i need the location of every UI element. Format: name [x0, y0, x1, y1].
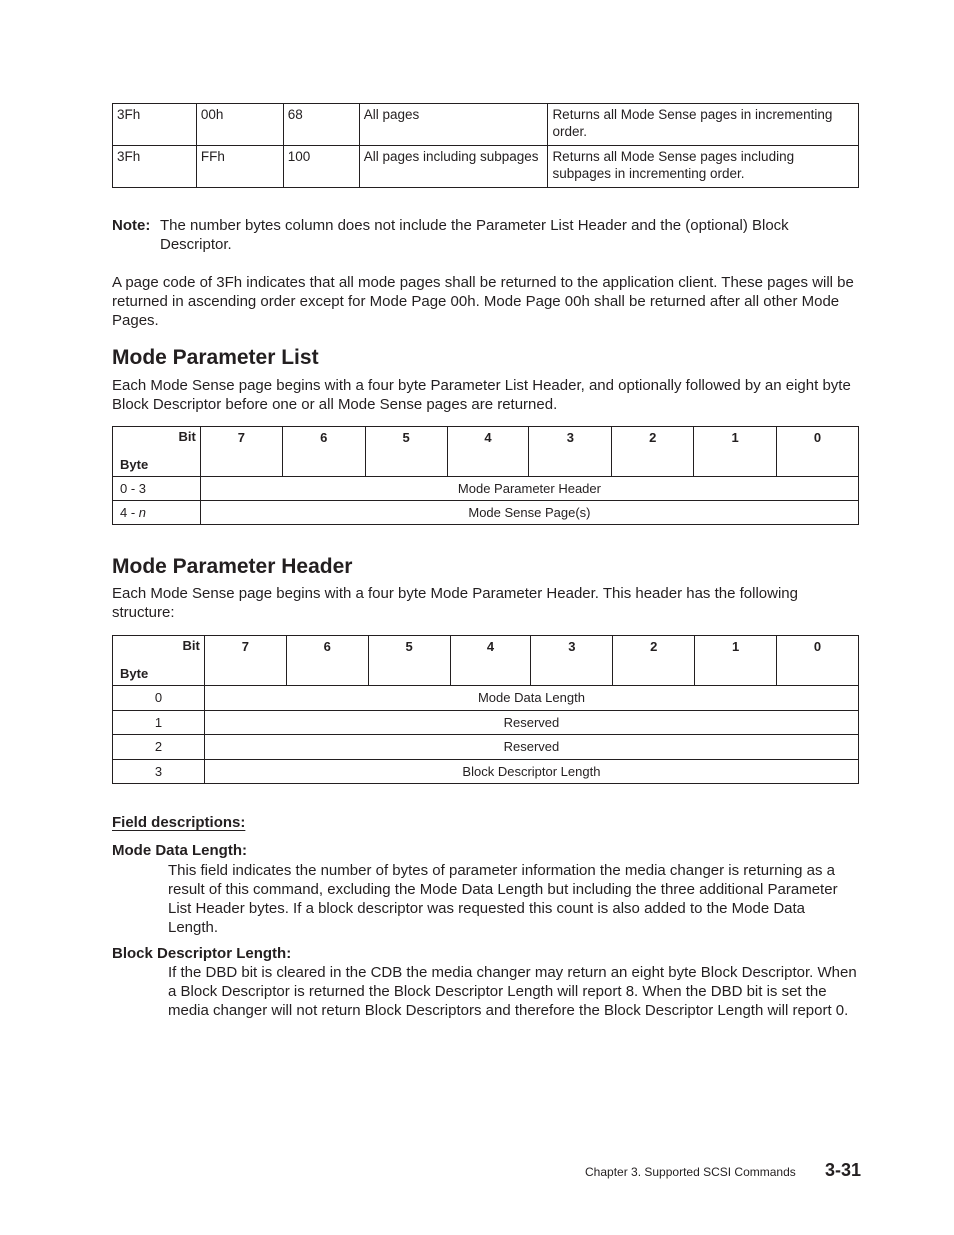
field-cell: Reserved	[204, 710, 858, 735]
bit-1: 1	[695, 636, 777, 686]
bit-header-row	[113, 427, 859, 477]
definition-mode-data-length: This field indicates the number of bytes of parameter information the media changer is returning as a result of this command, excluding the Mode Data Length but including the three additional Parameter List Header bytes. If a block descriptor was requested this count is also added to the Mode Data Length.	[168, 862, 838, 936]
bit-1: 1	[694, 427, 777, 477]
bit-byte-corner	[113, 427, 201, 477]
bit-7: 7	[200, 427, 282, 477]
table-row	[113, 104, 859, 146]
page-codes-table	[112, 103, 859, 188]
bit-byte-corner	[113, 636, 205, 686]
table-row	[113, 686, 859, 711]
bit-3: 3	[529, 427, 612, 477]
byte-cell: 0	[113, 686, 205, 711]
byte-cell: 2	[113, 735, 205, 760]
section-heading-mode-parameter-header: Mode Parameter Header	[112, 555, 353, 578]
field-cell: Block Descriptor Length	[204, 759, 858, 784]
subpage-code-cell: 00h	[196, 104, 283, 146]
bit-0: 0	[777, 636, 859, 686]
page-number: 3-31	[825, 1160, 862, 1180]
bit-5: 5	[365, 427, 447, 477]
description-cell: Returns all Mode Sense pages including subpages in incrementing order.	[548, 146, 859, 188]
mode-parameter-header-table	[112, 635, 859, 784]
bit-7: 7	[204, 636, 286, 686]
mode-parameter-header-paragraph: Each Mode Sense page begins with a four byte Mode Parameter Header. This header has the following structure:	[112, 585, 798, 621]
byte-label: Byte	[120, 457, 149, 472]
num-bytes-cell: 100	[283, 146, 359, 188]
byte-prefix: 4 -	[120, 505, 139, 520]
bit-label: Bit	[178, 429, 196, 444]
field-cell: Reserved	[204, 735, 858, 760]
intro-paragraph: A page code of 3Fh indicates that all mode pages shall be returned to the application client. These pages will be returned in ascending order except for Mode Page 00h. Mode Page 00h shall be returned after all other Mode Pages.	[112, 274, 854, 329]
term-mode-data-length: Mode Data Length:	[112, 842, 247, 859]
term-block-descriptor-length: Block Descriptor Length:	[112, 945, 292, 962]
bit-4: 4	[450, 636, 531, 686]
num-bytes-cell: 68	[283, 104, 359, 146]
field-descriptions-title: Field descriptions:	[112, 814, 246, 831]
footer-chapter: Chapter 3. Supported SCSI Commands	[585, 1165, 796, 1179]
field-cell: Mode Parameter Header	[200, 477, 858, 501]
bit-label: Bit	[182, 638, 200, 653]
table-row	[113, 710, 859, 735]
bit-2: 2	[613, 636, 695, 686]
bit-4: 4	[447, 427, 529, 477]
byte-cell: 0 - 3	[113, 477, 201, 501]
subpage-code-cell: FFh	[196, 146, 283, 188]
table-row	[113, 501, 859, 525]
byte-cell: 1	[113, 710, 205, 735]
byte-cell: 3	[113, 759, 205, 784]
page-code-cell: 3Fh	[113, 146, 197, 188]
note-label: Note:	[112, 217, 151, 234]
bit-2: 2	[612, 427, 694, 477]
bit-5: 5	[368, 636, 450, 686]
bit-3: 3	[531, 636, 613, 686]
table-row	[113, 759, 859, 784]
description-cell: Returns all Mode Sense pages in incrementing order.	[548, 104, 859, 146]
page-code-cell: 3Fh	[113, 104, 197, 146]
page-cell: All pages	[359, 104, 548, 146]
section-heading-mode-parameter-list: Mode Parameter List	[112, 346, 319, 369]
mode-parameter-list-table	[112, 426, 859, 525]
table-row	[113, 477, 859, 501]
table-row	[113, 146, 859, 188]
bit-6: 6	[282, 427, 365, 477]
byte-label: Byte	[120, 666, 149, 681]
bit-0: 0	[777, 427, 859, 477]
mode-parameter-list-paragraph: Each Mode Sense page begins with a four byte Parameter List Header, and optionally followed by an eight byte Block Descriptor before one or all Mode Sense pages are returned.	[112, 377, 851, 413]
bit-6: 6	[286, 636, 368, 686]
table-row	[113, 735, 859, 760]
field-cell: Mode Data Length	[204, 686, 858, 711]
bit-header-row	[113, 636, 859, 686]
definition-block-descriptor-length: If the DBD bit is cleared in the CDB the media changer may return an eight byte Block Descriptor. When a Block Descriptor is returned the Block Descriptor Length will report 8. When the DBD bit is set the media changer will not return Block Descriptors and therefore the Block Descriptor Length will report 0.	[168, 964, 857, 1019]
byte-variable: n	[138, 505, 147, 520]
note	[112, 216, 857, 253]
byte-cell	[113, 501, 201, 525]
note-text: The number bytes column does not include the Parameter List Header and the (optional) Block Descriptor.	[160, 217, 789, 253]
field-cell: Mode Sense Page(s)	[200, 501, 858, 525]
page-cell: All pages including subpages	[359, 146, 548, 188]
